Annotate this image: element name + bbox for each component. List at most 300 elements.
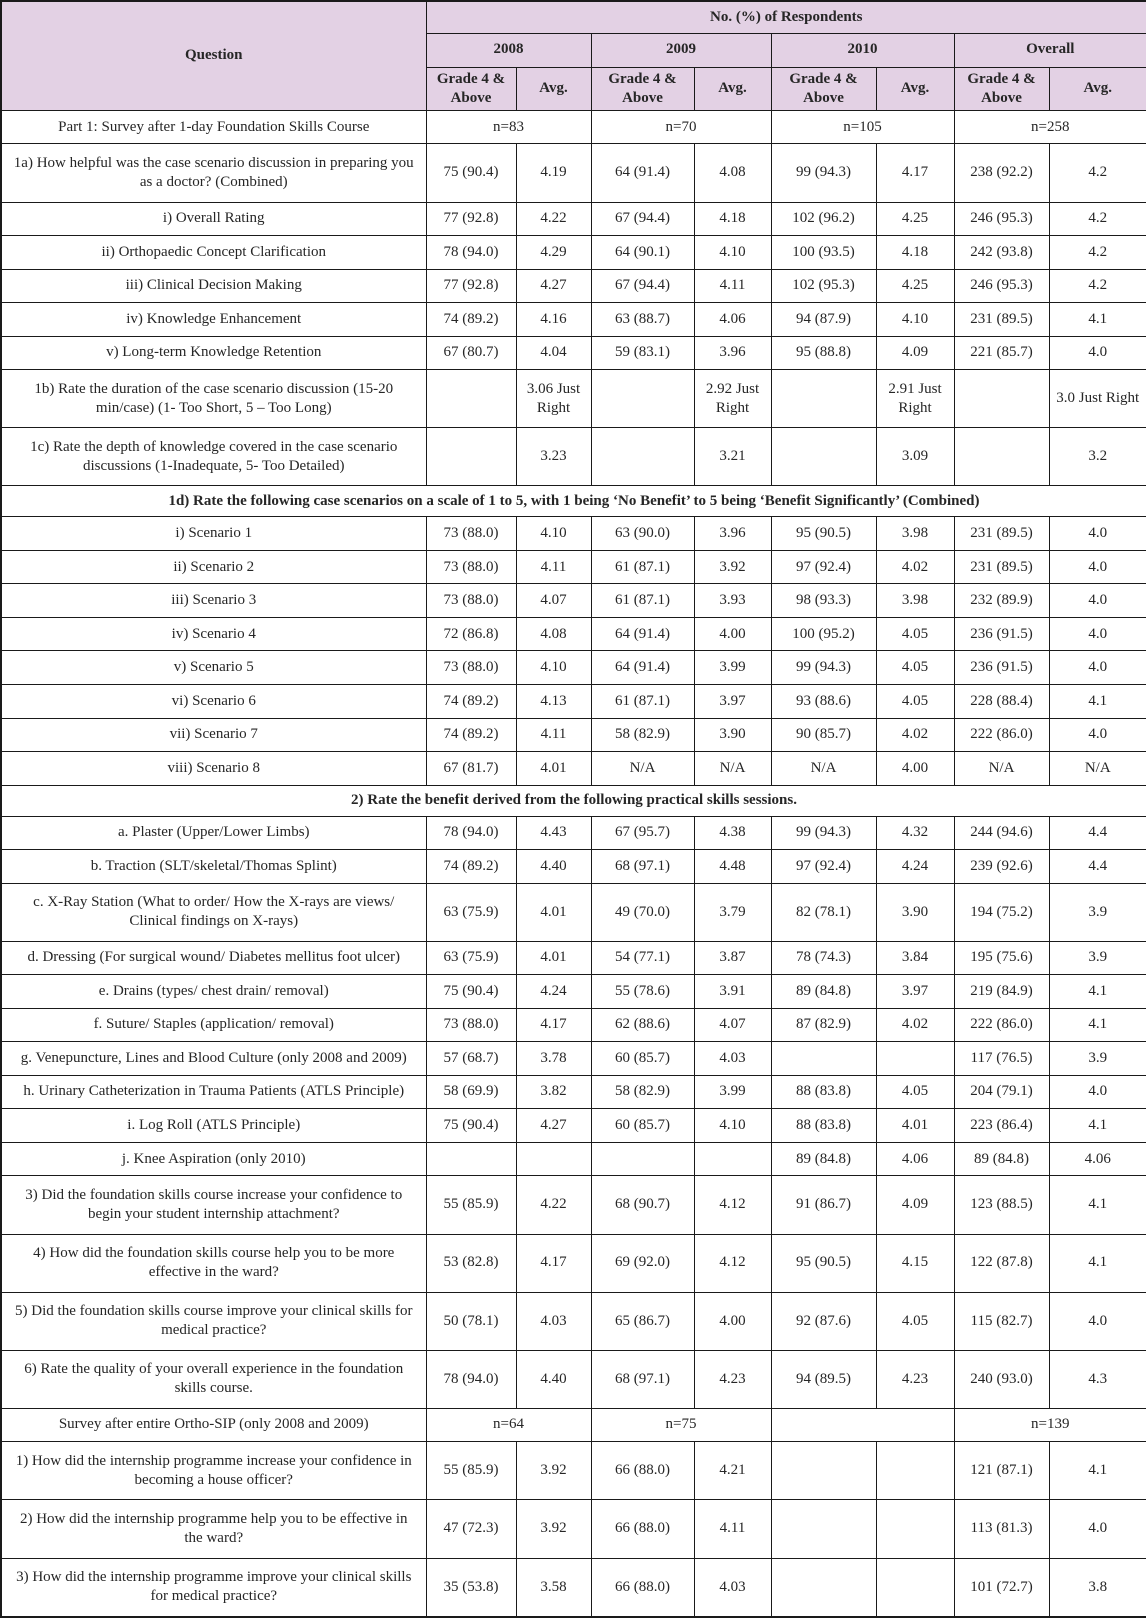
respondent-count-cell: n=258	[954, 110, 1146, 144]
value-cell: 244 (94.6)	[954, 816, 1049, 850]
year-header-overall: Overall	[954, 33, 1146, 67]
value-cell: 4.17	[876, 144, 954, 202]
table-row	[1, 816, 1146, 850]
table-row	[1, 110, 1146, 144]
value-cell: 73 (88.0)	[426, 550, 516, 584]
value-cell: 60 (85.7)	[591, 1109, 694, 1143]
value-cell: 57 (68.7)	[426, 1042, 516, 1076]
value-cell: 74 (89.2)	[426, 850, 516, 884]
value-cell: 4.00	[876, 752, 954, 786]
value-cell: 4.4	[1049, 816, 1146, 850]
value-cell: 95 (90.5)	[771, 517, 876, 551]
value-cell: 73 (88.0)	[426, 651, 516, 685]
question-cell: e. Drains (types/ chest drain/ removal)	[1, 975, 426, 1009]
value-cell: 91 (86.7)	[771, 1176, 876, 1234]
value-cell: 4.3	[1049, 1350, 1146, 1408]
value-cell: 59 (83.1)	[591, 336, 694, 370]
value-cell: 3.99	[694, 651, 771, 685]
year-header-2009: 2009	[591, 33, 771, 67]
value-cell: 3.09	[876, 428, 954, 486]
value-cell: 4.24	[516, 975, 591, 1009]
respondent-count-cell: n=70	[591, 110, 771, 144]
value-cell: 4.15	[876, 1234, 954, 1292]
question-cell: h. Urinary Catheterization in Trauma Patients (ATLS Principle)	[1, 1075, 426, 1109]
question-cell: c. X-Ray Station (What to order/ How the X-rays are views/ Clinical findings on X-rays)	[1, 883, 426, 941]
value-cell: 122 (87.8)	[954, 1234, 1049, 1292]
value-cell: 246 (95.3)	[954, 269, 1049, 303]
question-cell: vi) Scenario 6	[1, 684, 426, 718]
value-cell: 101 (72.7)	[954, 1558, 1049, 1617]
value-cell: 246 (95.3)	[954, 202, 1049, 236]
value-cell: 89 (84.8)	[954, 1142, 1049, 1176]
table-row	[1, 684, 1146, 718]
question-cell: 2) How did the internship programme help you to be effective in the ward?	[1, 1500, 426, 1558]
value-cell: 66 (88.0)	[591, 1442, 694, 1500]
value-cell: 4.05	[876, 684, 954, 718]
value-cell: 97 (92.4)	[771, 850, 876, 884]
grade-header-2008: Grade 4 & Above	[426, 67, 516, 110]
value-cell: 3.78	[516, 1042, 591, 1076]
section-title: 2) Rate the benefit derived from the following practical skills sessions.	[1, 785, 1146, 816]
table-row	[1, 1042, 1146, 1076]
question-cell: 4) How did the foundation skills course help you to be more effective in the ward?	[1, 1234, 426, 1292]
value-cell: 4.05	[876, 1075, 954, 1109]
value-cell: 3.0 Just Right	[1049, 370, 1146, 428]
question-cell: g. Venepuncture, Lines and Blood Culture (only 2008 and 2009)	[1, 1042, 426, 1076]
value-cell: 4.17	[516, 1234, 591, 1292]
question-cell: 3) How did the internship programme improve your clinical skills for medical practice?	[1, 1558, 426, 1617]
value-cell: 3.98	[876, 584, 954, 618]
avg-header-2008: Avg.	[516, 67, 591, 110]
value-cell: 3.92	[516, 1500, 591, 1558]
value-cell: 67 (94.4)	[591, 269, 694, 303]
value-cell: 4.09	[876, 336, 954, 370]
table-row	[1, 718, 1146, 752]
value-cell: 3.82	[516, 1075, 591, 1109]
value-cell: 67 (80.7)	[426, 336, 516, 370]
question-cell: i. Log Roll (ATLS Principle)	[1, 1109, 426, 1143]
value-cell: 4.40	[516, 1350, 591, 1408]
value-cell: 4.00	[694, 617, 771, 651]
table-row	[1, 651, 1146, 685]
value-cell: 4.17	[516, 1008, 591, 1042]
value-cell	[771, 428, 876, 486]
value-cell: 53 (82.8)	[426, 1234, 516, 1292]
value-cell: 4.1	[1049, 303, 1146, 337]
value-cell: 67 (81.7)	[426, 752, 516, 786]
value-cell	[426, 428, 516, 486]
value-cell: 97 (92.4)	[771, 550, 876, 584]
value-cell: 3.91	[694, 975, 771, 1009]
value-cell: 228 (88.4)	[954, 684, 1049, 718]
value-cell: N/A	[954, 752, 1049, 786]
value-cell: 4.22	[516, 202, 591, 236]
value-cell: N/A	[694, 752, 771, 786]
value-cell: 3.9	[1049, 1042, 1146, 1076]
value-cell	[771, 1042, 876, 1076]
value-cell: 64 (91.4)	[591, 617, 694, 651]
value-cell: 4.0	[1049, 1292, 1146, 1350]
respondents-header: No. (%) of Respondents	[426, 1, 1146, 33]
value-cell: 87 (82.9)	[771, 1008, 876, 1042]
question-cell: Part 1: Survey after 1-day Foundation Skills Course	[1, 110, 426, 144]
value-cell: 194 (75.2)	[954, 883, 1049, 941]
value-cell: 4.24	[876, 850, 954, 884]
value-cell: 61 (87.1)	[591, 584, 694, 618]
value-cell: 240 (93.0)	[954, 1350, 1049, 1408]
value-cell: 54 (77.1)	[591, 941, 694, 975]
value-cell: 4.01	[516, 941, 591, 975]
value-cell: 4.11	[516, 550, 591, 584]
table-row	[1, 584, 1146, 618]
table-row	[1, 1176, 1146, 1234]
avg-header-2010: Avg.	[876, 67, 954, 110]
value-cell: 221 (85.7)	[954, 336, 1049, 370]
question-cell: 6) Rate the quality of your overall experience in the foundation skills course.	[1, 1350, 426, 1408]
value-cell: 242 (93.8)	[954, 236, 1049, 270]
value-cell: 95 (90.5)	[771, 1234, 876, 1292]
value-cell: 4.08	[694, 144, 771, 202]
value-cell	[771, 370, 876, 428]
value-cell: 123 (88.5)	[954, 1176, 1049, 1234]
value-cell: 113 (81.3)	[954, 1500, 1049, 1558]
value-cell: 74 (89.2)	[426, 718, 516, 752]
value-cell: 4.06	[1049, 1142, 1146, 1176]
value-cell: 88 (83.8)	[771, 1075, 876, 1109]
value-cell: 4.12	[694, 1176, 771, 1234]
value-cell: 4.1	[1049, 1234, 1146, 1292]
section-title: 1d) Rate the following case scenarios on a scale of 1 to 5, with 1 being ‘No Benefit’ to 5 being ‘Benefit Significantly’ (Combined)	[1, 486, 1146, 517]
value-cell: 100 (93.5)	[771, 236, 876, 270]
value-cell: 4.40	[516, 850, 591, 884]
value-cell: 55 (85.9)	[426, 1442, 516, 1500]
table-row	[1, 1408, 1146, 1442]
value-cell: 3.93	[694, 584, 771, 618]
value-cell: 58 (82.9)	[591, 1075, 694, 1109]
question-cell: 1b) Rate the duration of the case scenario discussion (15-20 min/case) (1- Too Short, 5 – Too Long)	[1, 370, 426, 428]
value-cell: 4.05	[876, 1292, 954, 1350]
value-cell: 4.02	[876, 718, 954, 752]
value-cell: 4.12	[694, 1234, 771, 1292]
value-cell: 4.02	[876, 1008, 954, 1042]
value-cell: 4.06	[876, 1142, 954, 1176]
question-cell: iv) Scenario 4	[1, 617, 426, 651]
value-cell: 3.96	[694, 517, 771, 551]
table-row	[1, 1500, 1146, 1558]
value-cell: 222 (86.0)	[954, 1008, 1049, 1042]
table-row	[1, 1350, 1146, 1408]
value-cell: 99 (94.3)	[771, 651, 876, 685]
value-cell: 4.1	[1049, 1008, 1146, 1042]
table-row	[1, 1109, 1146, 1143]
value-cell: 4.06	[694, 303, 771, 337]
value-cell: 3.92	[516, 1442, 591, 1500]
question-cell: ii) Scenario 2	[1, 550, 426, 584]
value-cell	[771, 1500, 876, 1558]
question-cell: f. Suture/ Staples (application/ removal)	[1, 1008, 426, 1042]
value-cell: 102 (96.2)	[771, 202, 876, 236]
question-cell: v) Scenario 5	[1, 651, 426, 685]
value-cell: 4.0	[1049, 651, 1146, 685]
question-cell: a. Plaster (Upper/Lower Limbs)	[1, 816, 426, 850]
value-cell: 223 (86.4)	[954, 1109, 1049, 1143]
value-cell: 4.03	[694, 1042, 771, 1076]
table-row	[1, 883, 1146, 941]
value-cell: 3.97	[876, 975, 954, 1009]
section-row	[1, 486, 1146, 517]
value-cell: 82 (78.1)	[771, 883, 876, 941]
value-cell: 78 (94.0)	[426, 1350, 516, 1408]
value-cell: 4.38	[694, 816, 771, 850]
value-cell: 63 (75.9)	[426, 941, 516, 975]
value-cell: 4.02	[876, 550, 954, 584]
value-cell: 93 (88.6)	[771, 684, 876, 718]
value-cell: 3.06 Just Right	[516, 370, 591, 428]
table-row	[1, 336, 1146, 370]
value-cell: 238 (92.2)	[954, 144, 1049, 202]
avg-header-overall: Avg.	[1049, 67, 1146, 110]
value-cell: 231 (89.5)	[954, 550, 1049, 584]
value-cell: 3.9	[1049, 883, 1146, 941]
value-cell: 4.10	[516, 651, 591, 685]
value-cell: 4.11	[694, 269, 771, 303]
value-cell: 4.0	[1049, 584, 1146, 618]
table-row	[1, 850, 1146, 884]
value-cell: 66 (88.0)	[591, 1500, 694, 1558]
value-cell: 4.09	[876, 1176, 954, 1234]
value-cell: 4.01	[516, 752, 591, 786]
value-cell: 74 (89.2)	[426, 684, 516, 718]
table-row	[1, 303, 1146, 337]
question-cell: 5) Did the foundation skills course improve your clinical skills for medical practice?	[1, 1292, 426, 1350]
grade-header-overall: Grade 4 & Above	[954, 67, 1049, 110]
value-cell: 99 (94.3)	[771, 816, 876, 850]
value-cell: 66 (88.0)	[591, 1558, 694, 1617]
value-cell: 219 (84.9)	[954, 975, 1049, 1009]
value-cell: 3.79	[694, 883, 771, 941]
value-cell: 4.0	[1049, 1500, 1146, 1558]
value-cell: 2.92 Just Right	[694, 370, 771, 428]
value-cell: 4.0	[1049, 517, 1146, 551]
question-cell: 1) How did the internship programme increase your confidence in becoming a house officer?	[1, 1442, 426, 1500]
value-cell: 94 (89.5)	[771, 1350, 876, 1408]
value-cell: 4.11	[694, 1500, 771, 1558]
value-cell: 63 (90.0)	[591, 517, 694, 551]
value-cell: 90 (85.7)	[771, 718, 876, 752]
value-cell: 4.1	[1049, 1176, 1146, 1234]
value-cell: 64 (91.4)	[591, 651, 694, 685]
value-cell: 4.48	[694, 850, 771, 884]
value-cell: 4.2	[1049, 144, 1146, 202]
value-cell: 47 (72.3)	[426, 1500, 516, 1558]
value-cell: N/A	[1049, 752, 1146, 786]
value-cell	[876, 1500, 954, 1558]
value-cell: 4.10	[694, 236, 771, 270]
value-cell: 68 (97.1)	[591, 1350, 694, 1408]
value-cell: 4.1	[1049, 1109, 1146, 1143]
table-row	[1, 1558, 1146, 1617]
value-cell: 77 (92.8)	[426, 269, 516, 303]
value-cell	[771, 1442, 876, 1500]
table-row	[1, 517, 1146, 551]
value-cell: 117 (76.5)	[954, 1042, 1049, 1076]
value-cell: 231 (89.5)	[954, 303, 1049, 337]
value-cell: 195 (75.6)	[954, 941, 1049, 975]
value-cell: 35 (53.8)	[426, 1558, 516, 1617]
value-cell: N/A	[771, 752, 876, 786]
value-cell: 4.18	[694, 202, 771, 236]
value-cell	[876, 1042, 954, 1076]
value-cell	[694, 1142, 771, 1176]
value-cell: 4.13	[516, 684, 591, 718]
value-cell: 239 (92.6)	[954, 850, 1049, 884]
grade-header-2009: Grade 4 & Above	[591, 67, 694, 110]
value-cell: 64 (91.4)	[591, 144, 694, 202]
value-cell: 67 (95.7)	[591, 816, 694, 850]
table-row	[1, 941, 1146, 975]
value-cell: 4.23	[694, 1350, 771, 1408]
value-cell: 4.27	[516, 1109, 591, 1143]
value-cell: 4.01	[516, 883, 591, 941]
value-cell: 4.11	[516, 718, 591, 752]
value-cell: 102 (95.3)	[771, 269, 876, 303]
value-cell: 3.99	[694, 1075, 771, 1109]
value-cell: 232 (89.9)	[954, 584, 1049, 618]
question-cell: iv) Knowledge Enhancement	[1, 303, 426, 337]
value-cell: 3.96	[694, 336, 771, 370]
value-cell: 4.00	[694, 1292, 771, 1350]
value-cell: 222 (86.0)	[954, 718, 1049, 752]
value-cell: 89 (84.8)	[771, 975, 876, 1009]
value-cell: 68 (90.7)	[591, 1176, 694, 1234]
value-cell	[591, 428, 694, 486]
value-cell: 3.97	[694, 684, 771, 718]
table-row	[1, 370, 1146, 428]
question-cell: iii) Scenario 3	[1, 584, 426, 618]
table-row	[1, 202, 1146, 236]
value-cell	[771, 1558, 876, 1617]
respondent-count-cell	[771, 1408, 954, 1442]
value-cell: 73 (88.0)	[426, 517, 516, 551]
value-cell: 63 (88.7)	[591, 303, 694, 337]
value-cell: 68 (97.1)	[591, 850, 694, 884]
value-cell: 78 (94.0)	[426, 816, 516, 850]
value-cell: 92 (87.6)	[771, 1292, 876, 1350]
table-row	[1, 975, 1146, 1009]
value-cell: 3.8	[1049, 1558, 1146, 1617]
table-row	[1, 1292, 1146, 1350]
value-cell: 4.2	[1049, 269, 1146, 303]
value-cell: 55 (85.9)	[426, 1176, 516, 1234]
table-row	[1, 144, 1146, 202]
value-cell: 4.2	[1049, 202, 1146, 236]
table-row	[1, 1075, 1146, 1109]
question-cell: i) Scenario 1	[1, 517, 426, 551]
value-cell: 50 (78.1)	[426, 1292, 516, 1350]
respondent-count-cell: n=139	[954, 1408, 1146, 1442]
value-cell: N/A	[591, 752, 694, 786]
value-cell: 4.0	[1049, 617, 1146, 651]
value-cell: 121 (87.1)	[954, 1442, 1049, 1500]
question-cell: Survey after entire Ortho-SIP (only 2008 and 2009)	[1, 1408, 426, 1442]
question-cell: 1c) Rate the depth of knowledge covered in the case scenario discussions (1-Inadequate, 5- Too Detailed)	[1, 428, 426, 486]
question-cell: 1a) How helpful was the case scenario discussion in preparing you as a doctor? (Combined)	[1, 144, 426, 202]
value-cell: 4.25	[876, 202, 954, 236]
grade-header-2010: Grade 4 & Above	[771, 67, 876, 110]
value-cell: 99 (94.3)	[771, 144, 876, 202]
value-cell: 77 (92.8)	[426, 202, 516, 236]
table-row	[1, 752, 1146, 786]
value-cell: 4.01	[876, 1109, 954, 1143]
table-body	[1, 110, 1146, 1617]
value-cell: 4.16	[516, 303, 591, 337]
value-cell: 4.19	[516, 144, 591, 202]
value-cell: 3.90	[876, 883, 954, 941]
value-cell: 63 (75.9)	[426, 883, 516, 941]
value-cell: 62 (88.6)	[591, 1008, 694, 1042]
respondent-count-cell: n=83	[426, 110, 591, 144]
section-row	[1, 785, 1146, 816]
question-cell: i) Overall Rating	[1, 202, 426, 236]
value-cell: 75 (90.4)	[426, 144, 516, 202]
value-cell: 49 (70.0)	[591, 883, 694, 941]
value-cell: 60 (85.7)	[591, 1042, 694, 1076]
value-cell: 94 (87.9)	[771, 303, 876, 337]
question-cell: j. Knee Aspiration (only 2010)	[1, 1142, 426, 1176]
value-cell: 4.1	[1049, 1442, 1146, 1500]
question-cell: b. Traction (SLT/skeletal/Thomas Splint)	[1, 850, 426, 884]
value-cell: 4.2	[1049, 236, 1146, 270]
question-cell: ii) Orthopaedic Concept Clarification	[1, 236, 426, 270]
value-cell: 4.4	[1049, 850, 1146, 884]
value-cell: 4.10	[516, 517, 591, 551]
value-cell: 3.90	[694, 718, 771, 752]
value-cell: 4.03	[694, 1558, 771, 1617]
value-cell: 4.04	[516, 336, 591, 370]
year-header-2008: 2008	[426, 33, 591, 67]
respondent-count-cell: n=64	[426, 1408, 591, 1442]
value-cell: 89 (84.8)	[771, 1142, 876, 1176]
value-cell: 95 (88.8)	[771, 336, 876, 370]
question-cell: 3) Did the foundation skills course increase your confidence to begin your student internship attachment?	[1, 1176, 426, 1234]
question-cell: v) Long-term Knowledge Retention	[1, 336, 426, 370]
value-cell: 3.21	[694, 428, 771, 486]
question-cell: d. Dressing (For surgical wound/ Diabetes mellitus foot ulcer)	[1, 941, 426, 975]
table-row	[1, 1142, 1146, 1176]
table-row	[1, 1442, 1146, 1500]
value-cell: 4.07	[516, 584, 591, 618]
value-cell: 236 (91.5)	[954, 617, 1049, 651]
value-cell: 69 (92.0)	[591, 1234, 694, 1292]
value-cell: 4.32	[876, 816, 954, 850]
value-cell: 3.2	[1049, 428, 1146, 486]
value-cell: 4.18	[876, 236, 954, 270]
value-cell: 4.0	[1049, 336, 1146, 370]
value-cell	[516, 1142, 591, 1176]
table-row	[1, 550, 1146, 584]
value-cell: 3.58	[516, 1558, 591, 1617]
value-cell: 3.23	[516, 428, 591, 486]
value-cell: 100 (95.2)	[771, 617, 876, 651]
value-cell: 58 (69.9)	[426, 1075, 516, 1109]
value-cell: 4.10	[694, 1109, 771, 1143]
table-row	[1, 236, 1146, 270]
value-cell: 3.9	[1049, 941, 1146, 975]
value-cell: 4.07	[694, 1008, 771, 1042]
value-cell: 73 (88.0)	[426, 584, 516, 618]
value-cell: 98 (93.3)	[771, 584, 876, 618]
value-cell: 4.29	[516, 236, 591, 270]
